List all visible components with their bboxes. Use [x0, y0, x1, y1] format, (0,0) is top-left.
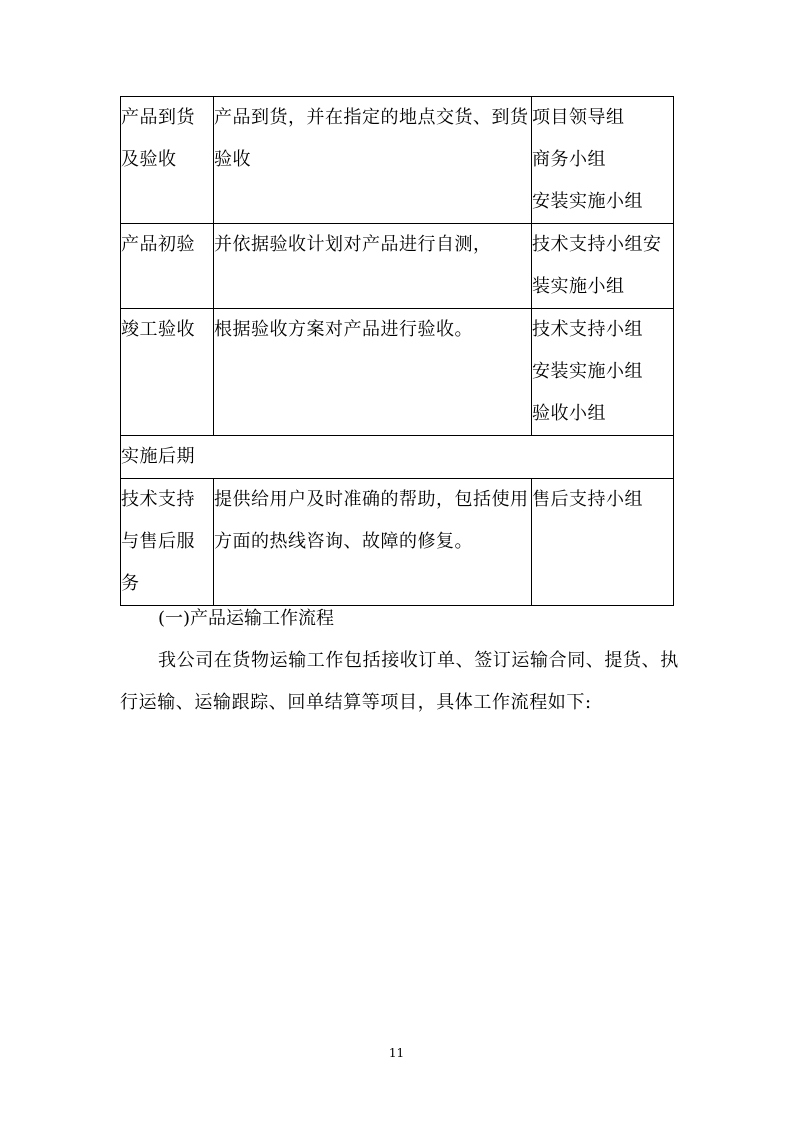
description-cell — [214, 479, 532, 606]
stage-cell — [121, 479, 214, 606]
implementation-table — [120, 96, 674, 606]
description-text: 根据验收方案对产品进行验收。 — [214, 319, 473, 340]
description-cell — [214, 97, 532, 224]
team-text: 售后支持小组 — [532, 489, 643, 510]
section-title: 实施后期 — [121, 446, 195, 467]
table-row — [121, 97, 674, 224]
stage-cell — [121, 224, 214, 309]
stage-text: 及验收 — [121, 149, 177, 170]
stage-cell — [121, 97, 214, 224]
team-cell — [532, 309, 674, 436]
description-text: 验收 — [214, 149, 251, 170]
table-section-row — [121, 436, 674, 479]
description-text: 提供给用户及时准确的帮助，包括使用 — [214, 489, 529, 510]
team-cell — [532, 224, 674, 309]
description-text: 产品到货，并在指定的地点交货、到货 — [214, 107, 529, 128]
implementation-table-body — [121, 97, 674, 606]
section-heading: (一)产品运输工作流程 — [158, 608, 335, 629]
page-number: 11 — [388, 1046, 405, 1060]
stage-text: 产品初验 — [121, 234, 195, 255]
team-text: 装实施小组 — [532, 276, 625, 297]
description-text: 方面的热线咨询、故障的修复。 — [214, 531, 473, 552]
stage-text: 竣工验收 — [121, 319, 195, 340]
description-cell — [214, 309, 532, 436]
stage-text: 产品到货 — [121, 107, 195, 128]
team-text: 商务小组 — [532, 149, 606, 170]
team-cell — [532, 97, 674, 224]
description-cell — [214, 224, 532, 309]
table-row — [121, 479, 674, 606]
description-text: 并依据验收计划对产品进行自测， — [214, 234, 492, 255]
team-text: 项目领导组 — [532, 107, 625, 128]
team-cell — [532, 479, 674, 606]
stage-text: 与售后服 — [121, 531, 195, 552]
team-text: 验收小组 — [532, 403, 606, 424]
team-text: 技术支持小组安 — [532, 234, 662, 255]
stage-cell — [121, 309, 214, 436]
team-text: 技术支持小组 — [532, 319, 643, 340]
stage-text: 务 — [121, 573, 140, 594]
team-text: 安装实施小组 — [532, 361, 643, 382]
stage-text: 技术支持 — [121, 489, 195, 510]
body-paragraph: 我公司在货物运输工作包括接收订单、签订运输合同、提货、执行运输、运输跟踪、回单结算等项目，具体工作流程如下: — [120, 650, 679, 713]
table-row — [121, 309, 674, 436]
team-text: 安装实施小组 — [532, 191, 643, 212]
table-row — [121, 224, 674, 309]
section-cell — [121, 436, 674, 479]
